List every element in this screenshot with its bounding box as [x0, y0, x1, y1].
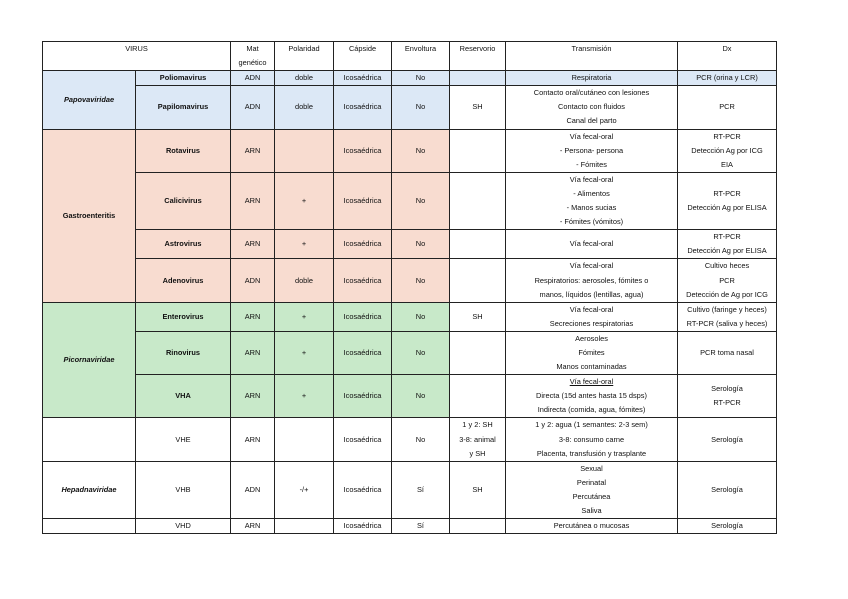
reservorio [450, 71, 506, 86]
envoltura: No [392, 331, 450, 374]
polaridad: + [275, 331, 334, 374]
transmision: Vía fecal-oral [506, 230, 678, 259]
transmision: Vía fecal-oral Secreciones respiratorias [506, 302, 678, 331]
virus-name: Papilomavirus [136, 86, 231, 129]
envoltura: No [392, 129, 450, 172]
table-row [43, 331, 777, 374]
virus-name: VHE [136, 418, 231, 461]
capside: Icosaédrica [334, 230, 392, 259]
polaridad [275, 519, 334, 534]
mat-genetico: ARN [231, 172, 275, 229]
polaridad: doble [275, 259, 334, 302]
family-empty [43, 418, 136, 461]
transmision: Respiratoria [506, 71, 678, 86]
transmision: Vía fecal-oral Directa (15d antes hasta 15 dsps) Indirecta (comida, agua, fómites) [506, 375, 678, 418]
family-papovaviridae: Papovaviridae [43, 71, 136, 129]
reservorio: SH [450, 86, 506, 129]
transmision: Vía fecal-oral - Persona- persona - Fómites [506, 129, 678, 172]
mat-genetico: ADN [231, 86, 275, 129]
table-row [43, 418, 777, 461]
capside: Icosaédrica [334, 331, 392, 374]
table-row [43, 375, 777, 418]
polaridad: + [275, 172, 334, 229]
table-row [43, 519, 777, 534]
virus-name: Rotavirus [136, 129, 231, 172]
table-row [43, 86, 777, 129]
envoltura: No [392, 172, 450, 229]
reservorio [450, 519, 506, 534]
header-row [43, 42, 777, 71]
family-gastroenteritis: Gastroenteritis [43, 129, 136, 302]
mat-genetico: ARN [231, 418, 275, 461]
virus-name: Rinovirus [136, 331, 231, 374]
mat-genetico: ADN [231, 461, 275, 518]
mat-genetico: ADN [231, 71, 275, 86]
envoltura: No [392, 375, 450, 418]
diagnostico: PCR [678, 86, 777, 129]
header-transmision: Transmisión [506, 42, 678, 71]
envoltura: No [392, 418, 450, 461]
polaridad: + [275, 230, 334, 259]
envoltura: No [392, 302, 450, 331]
diagnostico: Cultivo (faringe y heces) RT-PCR (saliva y heces) [678, 302, 777, 331]
mat-genetico: ARN [231, 302, 275, 331]
transmision: Vía fecal-oral - Alimentos - Manos sucias - Fómites (vómitos) [506, 172, 678, 229]
reservorio [450, 375, 506, 418]
diagnostico: RT-PCR Detección Ag por ELISA [678, 172, 777, 229]
header-polaridad: Polaridad [275, 42, 334, 71]
table-row [43, 172, 777, 229]
capside: Icosaédrica [334, 172, 392, 229]
family-picornaviridae: Picornaviridae [43, 302, 136, 418]
envoltura: No [392, 259, 450, 302]
family-empty [43, 519, 136, 534]
family-hepadnaviridae: Hepadnaviridae [43, 461, 136, 518]
table-row [43, 230, 777, 259]
mat-genetico: ARN [231, 230, 275, 259]
polaridad: doble [275, 86, 334, 129]
capside: Icosaédrica [334, 71, 392, 86]
table-row [43, 71, 777, 86]
header-virus: VIRUS [43, 42, 231, 71]
reservorio [450, 129, 506, 172]
reservorio: SH [450, 302, 506, 331]
virus-name: VHD [136, 519, 231, 534]
transmision: Aerosoles Fómites Manos contaminadas [506, 331, 678, 374]
envoltura: Sí [392, 519, 450, 534]
capside: Icosaédrica [334, 259, 392, 302]
diagnostico: Serología [678, 519, 777, 534]
envoltura: No [392, 230, 450, 259]
table-row [43, 129, 777, 172]
virus-name: Enterovirus [136, 302, 231, 331]
diagnostico: Serología [678, 418, 777, 461]
envoltura: No [392, 86, 450, 129]
envoltura: Sí [392, 461, 450, 518]
virus-name: Calicivirus [136, 172, 231, 229]
capside: Icosaédrica [334, 86, 392, 129]
transmision: Sexual Perinatal Percutánea Saliva [506, 461, 678, 518]
table-row [43, 302, 777, 331]
transmision: Vía fecal-oral Respiratorios: aerosoles, fómites o manos, líquidos (lentillas, agua) [506, 259, 678, 302]
reservorio [450, 230, 506, 259]
polaridad [275, 129, 334, 172]
envoltura: No [392, 71, 450, 86]
header-capside: Cápside [334, 42, 392, 71]
capside: Icosaédrica [334, 519, 392, 534]
diagnostico: Cultivo heces PCR Detección de Ag por ICG [678, 259, 777, 302]
table-row [43, 461, 777, 518]
header-reservorio: Reservorio [450, 42, 506, 71]
diagnostico: PCR toma nasal [678, 331, 777, 374]
virus-table [42, 41, 777, 534]
reservorio [450, 259, 506, 302]
polaridad: doble [275, 71, 334, 86]
virus-name: VHA [136, 375, 231, 418]
polaridad [275, 418, 334, 461]
diagnostico: RT-PCR Detección Ag por ELISA [678, 230, 777, 259]
transmision: Contacto oral/cutáneo con lesiones Contacto con fluidos Canal del parto [506, 86, 678, 129]
virus-name: Poliomavirus [136, 71, 231, 86]
transmision: 1 y 2: agua (1 semantes: 2-3 sem) 3-8: consumo carne Placenta, transfusión y trasplante [506, 418, 678, 461]
diagnostico: Serología RT-PCR [678, 375, 777, 418]
mat-genetico: ARN [231, 375, 275, 418]
mat-genetico: ADN [231, 259, 275, 302]
capside: Icosaédrica [334, 375, 392, 418]
reservorio [450, 331, 506, 374]
header-dx: Dx [678, 42, 777, 71]
polaridad: -/+ [275, 461, 334, 518]
diagnostico: PCR (orina y LCR) [678, 71, 777, 86]
polaridad: + [275, 375, 334, 418]
capside: Icosaédrica [334, 302, 392, 331]
mat-genetico: ARN [231, 129, 275, 172]
reservorio: 1 y 2: SH 3-8: animal y SH [450, 418, 506, 461]
diagnostico: Serología [678, 461, 777, 518]
polaridad: + [275, 302, 334, 331]
diagnostico: RT-PCR Detección Ag por ICG EIA [678, 129, 777, 172]
mat-genetico: ARN [231, 331, 275, 374]
capside: Icosaédrica [334, 461, 392, 518]
reservorio: SH [450, 461, 506, 518]
capside: Icosaédrica [334, 129, 392, 172]
header-mat-genetico: Mat genético [231, 42, 275, 71]
virus-name: VHB [136, 461, 231, 518]
mat-genetico: ARN [231, 519, 275, 534]
reservorio [450, 172, 506, 229]
virus-name: Astrovirus [136, 230, 231, 259]
header-envoltura: Envoltura [392, 42, 450, 71]
transmision: Percutánea o mucosas [506, 519, 678, 534]
capside: Icosaédrica [334, 418, 392, 461]
virus-name: Adenovirus [136, 259, 231, 302]
table-row [43, 259, 777, 302]
